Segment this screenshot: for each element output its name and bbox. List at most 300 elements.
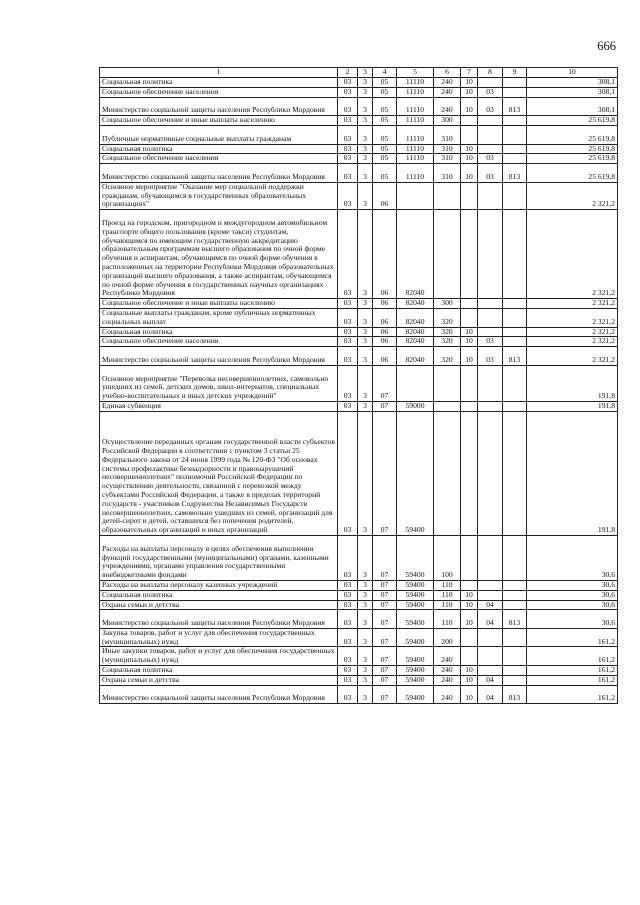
row-code-c4: 07 (373, 535, 397, 580)
table-row (100, 308, 618, 327)
row-code-c9 (503, 210, 527, 299)
table-row (100, 675, 618, 685)
row-code-c5: 11110 (397, 125, 434, 144)
row-code-c7 (461, 647, 478, 666)
row-code-c9: 813 (503, 347, 527, 366)
row-code-c2: 03 (338, 154, 358, 164)
row-code-c9 (503, 580, 527, 590)
row-code-c9 (503, 308, 527, 327)
row-code-c3: 3 (358, 628, 373, 647)
table-row (100, 299, 618, 309)
row-code-c6: 300 (434, 299, 461, 309)
row-code-c2: 03 (338, 116, 358, 126)
row-code-c2: 03 (338, 411, 358, 535)
row-code-c6: 320 (434, 337, 461, 347)
row-code-c2: 03 (338, 144, 358, 154)
row-code-c2: 03 (338, 308, 358, 327)
row-name: Социальная политика (100, 78, 338, 88)
row-code-c9: 813 (503, 164, 527, 183)
row-code-c7: 10 (461, 97, 478, 116)
row-amount: 161,2 (527, 647, 618, 666)
row-amount: 308,1 (527, 97, 618, 116)
row-code-c7 (461, 210, 478, 299)
column-header: 5 (397, 68, 434, 78)
row-code-c3: 3 (358, 164, 373, 183)
row-code-c3: 3 (358, 666, 373, 676)
row-code-c5: 11110 (397, 87, 434, 97)
table-row (100, 535, 618, 580)
row-code-c5: 59400 (397, 600, 434, 610)
row-code-c6: 110 (434, 600, 461, 610)
row-code-c7: 10 (461, 164, 478, 183)
row-amount: 30,6 (527, 580, 618, 590)
table-row (100, 580, 618, 590)
row-code-c5: 11110 (397, 97, 434, 116)
row-code-c4: 05 (373, 97, 397, 116)
row-code-c7 (461, 125, 478, 144)
row-code-c6: 310 (434, 144, 461, 154)
row-code-c4: 06 (373, 308, 397, 327)
column-header: 7 (461, 68, 478, 78)
row-code-c6 (434, 411, 461, 535)
row-amount: 2 321,2 (527, 337, 618, 347)
row-code-c2: 03 (338, 628, 358, 647)
row-code-c8: 03 (478, 97, 503, 116)
row-name: Социальное обеспечение населения (100, 87, 338, 97)
row-code-c2: 03 (338, 590, 358, 600)
row-amount: 30,6 (527, 600, 618, 610)
row-code-c5: 59400 (397, 580, 434, 590)
row-code-c5 (397, 182, 434, 209)
table-row (100, 144, 618, 154)
row-code-c5: 82040 (397, 347, 434, 366)
row-code-c3: 3 (358, 647, 373, 666)
row-code-c2: 03 (338, 647, 358, 666)
column-header: 9 (503, 68, 527, 78)
row-code-c4: 06 (373, 210, 397, 299)
row-code-c8: 03 (478, 154, 503, 164)
row-code-c2: 03 (338, 97, 358, 116)
row-code-c7: 10 (461, 154, 478, 164)
column-header: 10 (527, 68, 618, 78)
row-code-c5: 11110 (397, 164, 434, 183)
row-code-c7: 10 (461, 666, 478, 676)
row-name: Осуществление переданных органам государственной власти субъектов Российской Федерации в соответствии с пунктом 3 статьи 25 Федерального закона от 24 июня 1999 года № 120-ФЗ "Об основах системы профилактики безнадзорности и правонарушений несовершеннолетних" полномочий Российской Федерации по осуществлению деятельности, связанной с перевозкой между субъектами Российской Федерации, а также в пределах территорий государств - участников Содружества Независимых Государств несовершеннолетних, самовольно ушедших из семей, организаций для детей-сирот и детей, оставшихся без попечения родителей, образовательных организаций и иных организаций (100, 411, 338, 535)
row-code-c7: 10 (461, 337, 478, 347)
row-code-c9 (503, 411, 527, 535)
row-code-c7: 10 (461, 78, 478, 88)
row-code-c2: 03 (338, 580, 358, 590)
row-code-c2: 03 (338, 164, 358, 183)
row-code-c3: 3 (358, 685, 373, 704)
row-code-c4: 07 (373, 675, 397, 685)
row-name: Охрана семьи и детства (100, 600, 338, 610)
row-code-c4: 07 (373, 628, 397, 647)
table-header-row (100, 68, 618, 78)
table-row (100, 337, 618, 347)
row-name: Расходы на выплаты персоналу казенных учреждений (100, 580, 338, 590)
row-code-c3: 3 (358, 125, 373, 144)
row-code-c3: 3 (358, 78, 373, 88)
row-code-c4: 06 (373, 337, 397, 347)
table-body (100, 78, 618, 704)
row-code-c3: 3 (358, 154, 373, 164)
row-name: Министерство социальной защиты населения Республики Мордовия (100, 347, 338, 366)
row-code-c5: 82040 (397, 210, 434, 299)
row-name: Министерство социальной защиты населения Республики Мордовия (100, 97, 338, 116)
row-code-c8 (478, 535, 503, 580)
row-code-c8: 04 (478, 600, 503, 610)
row-code-c9 (503, 401, 527, 411)
row-code-c6 (434, 210, 461, 299)
row-name: Иные закупки товаров, работ и услуг для обеспечения государственных (муниципальных) нужд (100, 647, 338, 666)
row-code-c2: 03 (338, 666, 358, 676)
row-amount: 30,6 (527, 610, 618, 629)
row-code-c7 (461, 535, 478, 580)
table-row (100, 125, 618, 144)
row-code-c5: 59400 (397, 675, 434, 685)
row-code-c4: 07 (373, 647, 397, 666)
table-row (100, 87, 618, 97)
row-code-c8: 03 (478, 347, 503, 366)
row-code-c7: 10 (461, 685, 478, 704)
row-code-c3: 3 (358, 411, 373, 535)
row-code-c5: 59000 (397, 401, 434, 411)
row-code-c7: 10 (461, 144, 478, 154)
row-name: Единая субвенция (100, 401, 338, 411)
row-code-c5: 82040 (397, 337, 434, 347)
row-code-c5: 82040 (397, 308, 434, 327)
row-code-c6: 320 (434, 308, 461, 327)
row-code-c2: 03 (338, 87, 358, 97)
row-amount: 161,2 (527, 628, 618, 647)
row-code-c2: 03 (338, 365, 358, 401)
table-row (100, 78, 618, 88)
row-code-c6: 320 (434, 327, 461, 337)
table-row (100, 411, 618, 535)
row-code-c4: 05 (373, 116, 397, 126)
row-code-c6: 240 (434, 647, 461, 666)
row-amount: 308,1 (527, 87, 618, 97)
row-code-c6: 240 (434, 87, 461, 97)
row-name: Охрана семьи и детства (100, 675, 338, 685)
row-amount: 161,2 (527, 666, 618, 676)
row-code-c6: 300 (434, 116, 461, 126)
row-name: Публичные нормативные социальные выплаты гражданам (100, 125, 338, 144)
row-code-c6: 240 (434, 685, 461, 704)
row-code-c8 (478, 125, 503, 144)
row-name: Социальная политика (100, 666, 338, 676)
row-code-c8 (478, 365, 503, 401)
row-amount: 2 321,2 (527, 210, 618, 299)
row-code-c6: 240 (434, 97, 461, 116)
column-header: 2 (338, 68, 358, 78)
row-code-c5: 59400 (397, 610, 434, 629)
row-code-c4: 05 (373, 78, 397, 88)
row-code-c2: 03 (338, 182, 358, 209)
row-name: Расходы на выплаты персоналу в целях обеспечения выполнения функций государственными (муниципальными) органами, казенными учреждениями, органами управления государственными внебюджетными фондами (100, 535, 338, 580)
row-code-c6: 200 (434, 628, 461, 647)
row-code-c8 (478, 411, 503, 535)
table-row (100, 116, 618, 126)
row-code-c7: 10 (461, 327, 478, 337)
row-code-c9 (503, 327, 527, 337)
row-code-c9 (503, 116, 527, 126)
row-amount: 2 321,2 (527, 182, 618, 209)
row-code-c8 (478, 401, 503, 411)
row-code-c5: 59400 (397, 590, 434, 600)
row-code-c8: 04 (478, 685, 503, 704)
table-row (100, 600, 618, 610)
row-name: Социальное обеспечение и иные выплаты населению (100, 116, 338, 126)
row-name: Социальное обеспечение и иные выплаты населению (100, 299, 338, 309)
row-name: Социальная политика (100, 327, 338, 337)
row-code-c8 (478, 210, 503, 299)
table-row (100, 327, 618, 337)
row-code-c9 (503, 299, 527, 309)
row-code-c9 (503, 647, 527, 666)
row-amount: 2 321,2 (527, 327, 618, 337)
row-code-c2: 03 (338, 401, 358, 411)
table-row (100, 365, 618, 401)
row-code-c6: 310 (434, 125, 461, 144)
row-code-c7 (461, 580, 478, 590)
row-code-c7 (461, 299, 478, 309)
row-code-c8 (478, 144, 503, 154)
row-code-c6: 240 (434, 78, 461, 88)
row-code-c7 (461, 116, 478, 126)
row-code-c9 (503, 144, 527, 154)
row-code-c3: 3 (358, 182, 373, 209)
column-header: 4 (373, 68, 397, 78)
row-code-c9 (503, 666, 527, 676)
table-row (100, 401, 618, 411)
row-code-c6: 240 (434, 666, 461, 676)
row-amount: 2 321,2 (527, 347, 618, 366)
row-code-c9: 813 (503, 685, 527, 704)
row-code-c8 (478, 308, 503, 327)
row-code-c6: 240 (434, 675, 461, 685)
column-header: 8 (478, 68, 503, 78)
row-code-c7: 10 (461, 347, 478, 366)
row-code-c3: 3 (358, 610, 373, 629)
table-row (100, 182, 618, 209)
row-code-c2: 03 (338, 210, 358, 299)
row-code-c7: 10 (461, 600, 478, 610)
row-code-c4: 05 (373, 125, 397, 144)
row-amount: 2 321,2 (527, 299, 618, 309)
row-code-c8: 04 (478, 675, 503, 685)
row-code-c4: 07 (373, 401, 397, 411)
row-code-c7 (461, 365, 478, 401)
row-code-c2: 03 (338, 299, 358, 309)
row-code-c8 (478, 182, 503, 209)
row-code-c6 (434, 182, 461, 209)
row-name: Социальное обеспечение населения (100, 337, 338, 347)
table-row (100, 347, 618, 366)
row-code-c4: 07 (373, 411, 397, 535)
row-name: Социальное обеспечение населения (100, 154, 338, 164)
row-amount: 25 619,8 (527, 125, 618, 144)
row-code-c9 (503, 87, 527, 97)
row-code-c2: 03 (338, 347, 358, 366)
row-code-c2: 03 (338, 337, 358, 347)
row-code-c8 (478, 299, 503, 309)
row-code-c4: 06 (373, 182, 397, 209)
row-code-c8: 03 (478, 87, 503, 97)
row-code-c6: 310 (434, 164, 461, 183)
row-code-c5: 11110 (397, 154, 434, 164)
row-code-c7 (461, 628, 478, 647)
row-code-c3: 3 (358, 144, 373, 154)
row-code-c3: 3 (358, 401, 373, 411)
row-code-c9 (503, 78, 527, 88)
row-code-c6: 110 (434, 580, 461, 590)
row-amount: 161,2 (527, 685, 618, 704)
row-code-c2: 03 (338, 125, 358, 144)
row-code-c8 (478, 78, 503, 88)
row-code-c8 (478, 590, 503, 600)
row-code-c3: 3 (358, 116, 373, 126)
row-code-c6: 310 (434, 154, 461, 164)
row-code-c7 (461, 182, 478, 209)
row-code-c8 (478, 116, 503, 126)
row-code-c7: 10 (461, 87, 478, 97)
table-row (100, 666, 618, 676)
row-code-c6: 100 (434, 535, 461, 580)
row-code-c5: 59400 (397, 535, 434, 580)
row-code-c3: 3 (358, 535, 373, 580)
row-name: Социальная политика (100, 144, 338, 154)
row-amount: 2 321,2 (527, 308, 618, 327)
page-number: 666 (597, 39, 616, 53)
row-code-c7 (461, 401, 478, 411)
row-code-c8 (478, 647, 503, 666)
row-name: Социальная политика (100, 590, 338, 600)
row-code-c7: 10 (461, 590, 478, 600)
row-code-c5: 59400 (397, 666, 434, 676)
row-code-c9 (503, 628, 527, 647)
row-code-c5: 11110 (397, 144, 434, 154)
row-amount: 25 619,8 (527, 164, 618, 183)
row-code-c2: 03 (338, 675, 358, 685)
row-code-c9 (503, 337, 527, 347)
row-code-c5: 11110 (397, 116, 434, 126)
table-row (100, 154, 618, 164)
row-code-c6: 110 (434, 610, 461, 629)
row-code-c5: 59400 (397, 628, 434, 647)
row-code-c9 (503, 600, 527, 610)
row-code-c9 (503, 154, 527, 164)
row-code-c4: 06 (373, 347, 397, 366)
row-code-c4: 07 (373, 580, 397, 590)
row-amount: 25 619,8 (527, 154, 618, 164)
table-row (100, 685, 618, 704)
row-code-c4: 07 (373, 590, 397, 600)
row-code-c4: 07 (373, 610, 397, 629)
table-row (100, 610, 618, 629)
row-code-c9 (503, 535, 527, 580)
row-code-c5: 59400 (397, 411, 434, 535)
row-code-c9 (503, 590, 527, 600)
row-code-c4: 07 (373, 600, 397, 610)
row-code-c4: 07 (373, 365, 397, 401)
row-amount: 191,8 (527, 401, 618, 411)
row-code-c4: 05 (373, 164, 397, 183)
row-code-c4: 07 (373, 685, 397, 704)
row-code-c9 (503, 675, 527, 685)
row-code-c5 (397, 365, 434, 401)
row-amount: 161,2 (527, 675, 618, 685)
row-code-c5: 59400 (397, 647, 434, 666)
row-name: Министерство социальной защиты населения Республики Мордовия (100, 164, 338, 183)
row-name: Закупка товаров, работ и услуг для обеспечения государственных (муниципальных) нужд (100, 628, 338, 647)
row-code-c3: 3 (358, 675, 373, 685)
row-code-c2: 03 (338, 327, 358, 337)
row-code-c4: 05 (373, 154, 397, 164)
row-name: Проезд на городском, пригородном и междугородном автомобильном транспорте общего пользования (кроме такси) студентам, обучающимся по имеющим государственную аккредитацию образовательным программам высшего образования по очной форме обучения и аспирантам, обучающимся по очной форме обучения в расположенных на территории Республики Мордовия образовательных организаций высшего образования, а также аспирантам, обучающимся по очной форме обучения в государственных научных организациях Республики Мордовия (100, 210, 338, 299)
row-code-c8 (478, 628, 503, 647)
row-code-c6 (434, 365, 461, 401)
row-code-c3: 3 (358, 87, 373, 97)
row-code-c2: 03 (338, 600, 358, 610)
row-code-c3: 3 (358, 308, 373, 327)
row-code-c8: 03 (478, 337, 503, 347)
row-code-c2: 03 (338, 610, 358, 629)
row-code-c8 (478, 580, 503, 590)
row-code-c7: 10 (461, 675, 478, 685)
row-name: Социальные выплаты гражданам, кроме публичных нормативных социальных выплат (100, 308, 338, 327)
row-code-c8 (478, 666, 503, 676)
table-row (100, 210, 618, 299)
column-header: 1 (100, 68, 338, 78)
row-code-c2: 03 (338, 78, 358, 88)
row-amount: 30,6 (527, 535, 618, 580)
row-code-c3: 3 (358, 327, 373, 337)
table-row (100, 164, 618, 183)
row-code-c3: 3 (358, 600, 373, 610)
table-row (100, 590, 618, 600)
row-code-c6 (434, 401, 461, 411)
row-code-c3: 3 (358, 347, 373, 366)
table-row (100, 628, 618, 647)
row-code-c8: 04 (478, 610, 503, 629)
row-code-c4: 07 (373, 666, 397, 676)
row-name: Министерство социальной защиты населения Республики Мордовия (100, 610, 338, 629)
row-code-c8 (478, 327, 503, 337)
row-code-c4: 06 (373, 299, 397, 309)
row-code-c3: 3 (358, 97, 373, 116)
column-header: 6 (434, 68, 461, 78)
row-code-c5: 11110 (397, 78, 434, 88)
row-code-c7 (461, 308, 478, 327)
row-code-c9 (503, 125, 527, 144)
row-code-c3: 3 (358, 299, 373, 309)
row-amount: 25 619,8 (527, 116, 618, 126)
row-code-c5: 82040 (397, 299, 434, 309)
row-code-c9: 813 (503, 97, 527, 116)
row-code-c4: 06 (373, 327, 397, 337)
row-code-c3: 3 (358, 590, 373, 600)
row-amount: 30,6 (527, 590, 618, 600)
row-code-c4: 05 (373, 144, 397, 154)
row-name: Основное мероприятие "Перевозка несовершеннолетних, самовольно ушедших из семей, детских домов, школ-интернатов, специальных учебно-воспитательных и иных детских учреждений" (100, 365, 338, 401)
table-row (100, 97, 618, 116)
row-code-c7: 10 (461, 610, 478, 629)
row-code-c8: 03 (478, 164, 503, 183)
table-row (100, 647, 618, 666)
row-name: Основное мероприятие "Оказание мер социальной поддержки гражданам, обучающимся в государственных образовательных организациях" (100, 182, 338, 209)
